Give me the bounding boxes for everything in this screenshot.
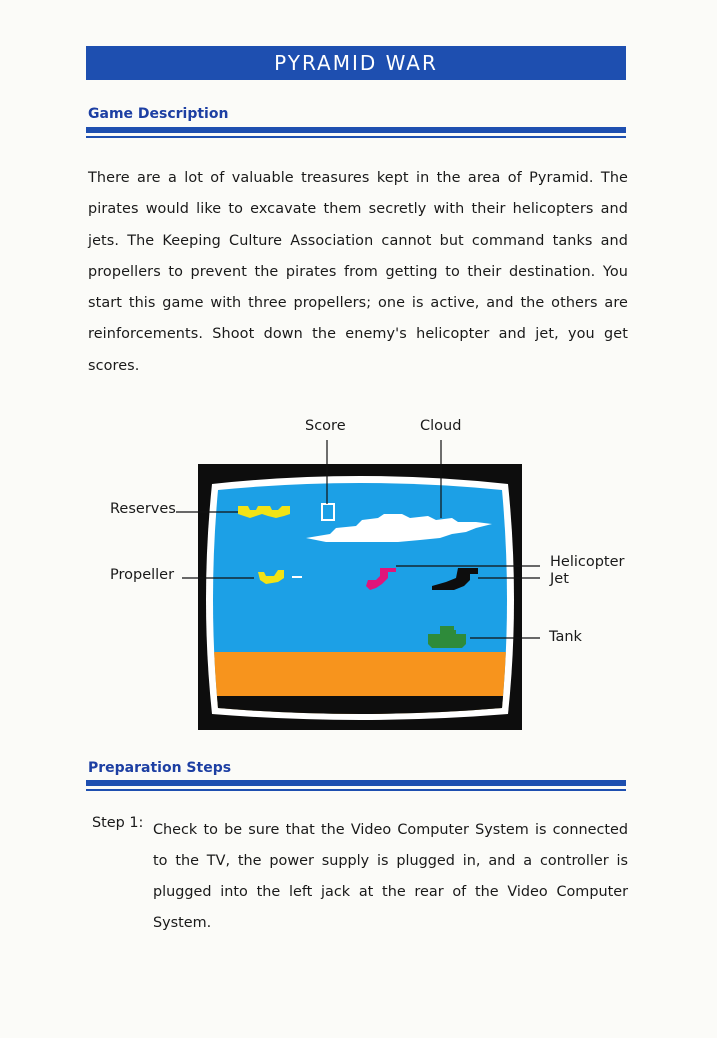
section-rule-thin [86,789,626,791]
label-helicopter: Helicopter [550,554,625,570]
section-rule [86,780,626,786]
section-heading-preparation-steps: Preparation Steps [88,760,232,776]
page-title: PYRAMID WAR [274,51,438,75]
label-jet: Jet [550,571,569,587]
description-paragraph: There are a lot of valuable treasures kept in the area of Pyramid. The pirates would like to excavate them secretly with their helicopters and jets. The Keeping Culture Association cannot but command tanks and propellers to prevent the pirates from getting to their destination. You start this game with three propellers; one is active, and the others are reinforcements. Shoot down the enemy's helicopter and jet, you get scores. [88,170,628,374]
label-reserves: Reserves [110,501,176,517]
label-score: Score [305,418,346,434]
label-propeller: Propeller [110,567,175,583]
label-tank: Tank [549,629,582,645]
label-cloud: Cloud [420,418,462,434]
step-text: Check to be sure that the Video Computer System is connected to the TV, the power supply is plugged in, and a controller is plugged into the left jack at the rear of the Video Computer System. [153,822,628,931]
section-heading-game-description: Game Description [88,106,229,122]
step-label: Step 1: [92,815,144,831]
